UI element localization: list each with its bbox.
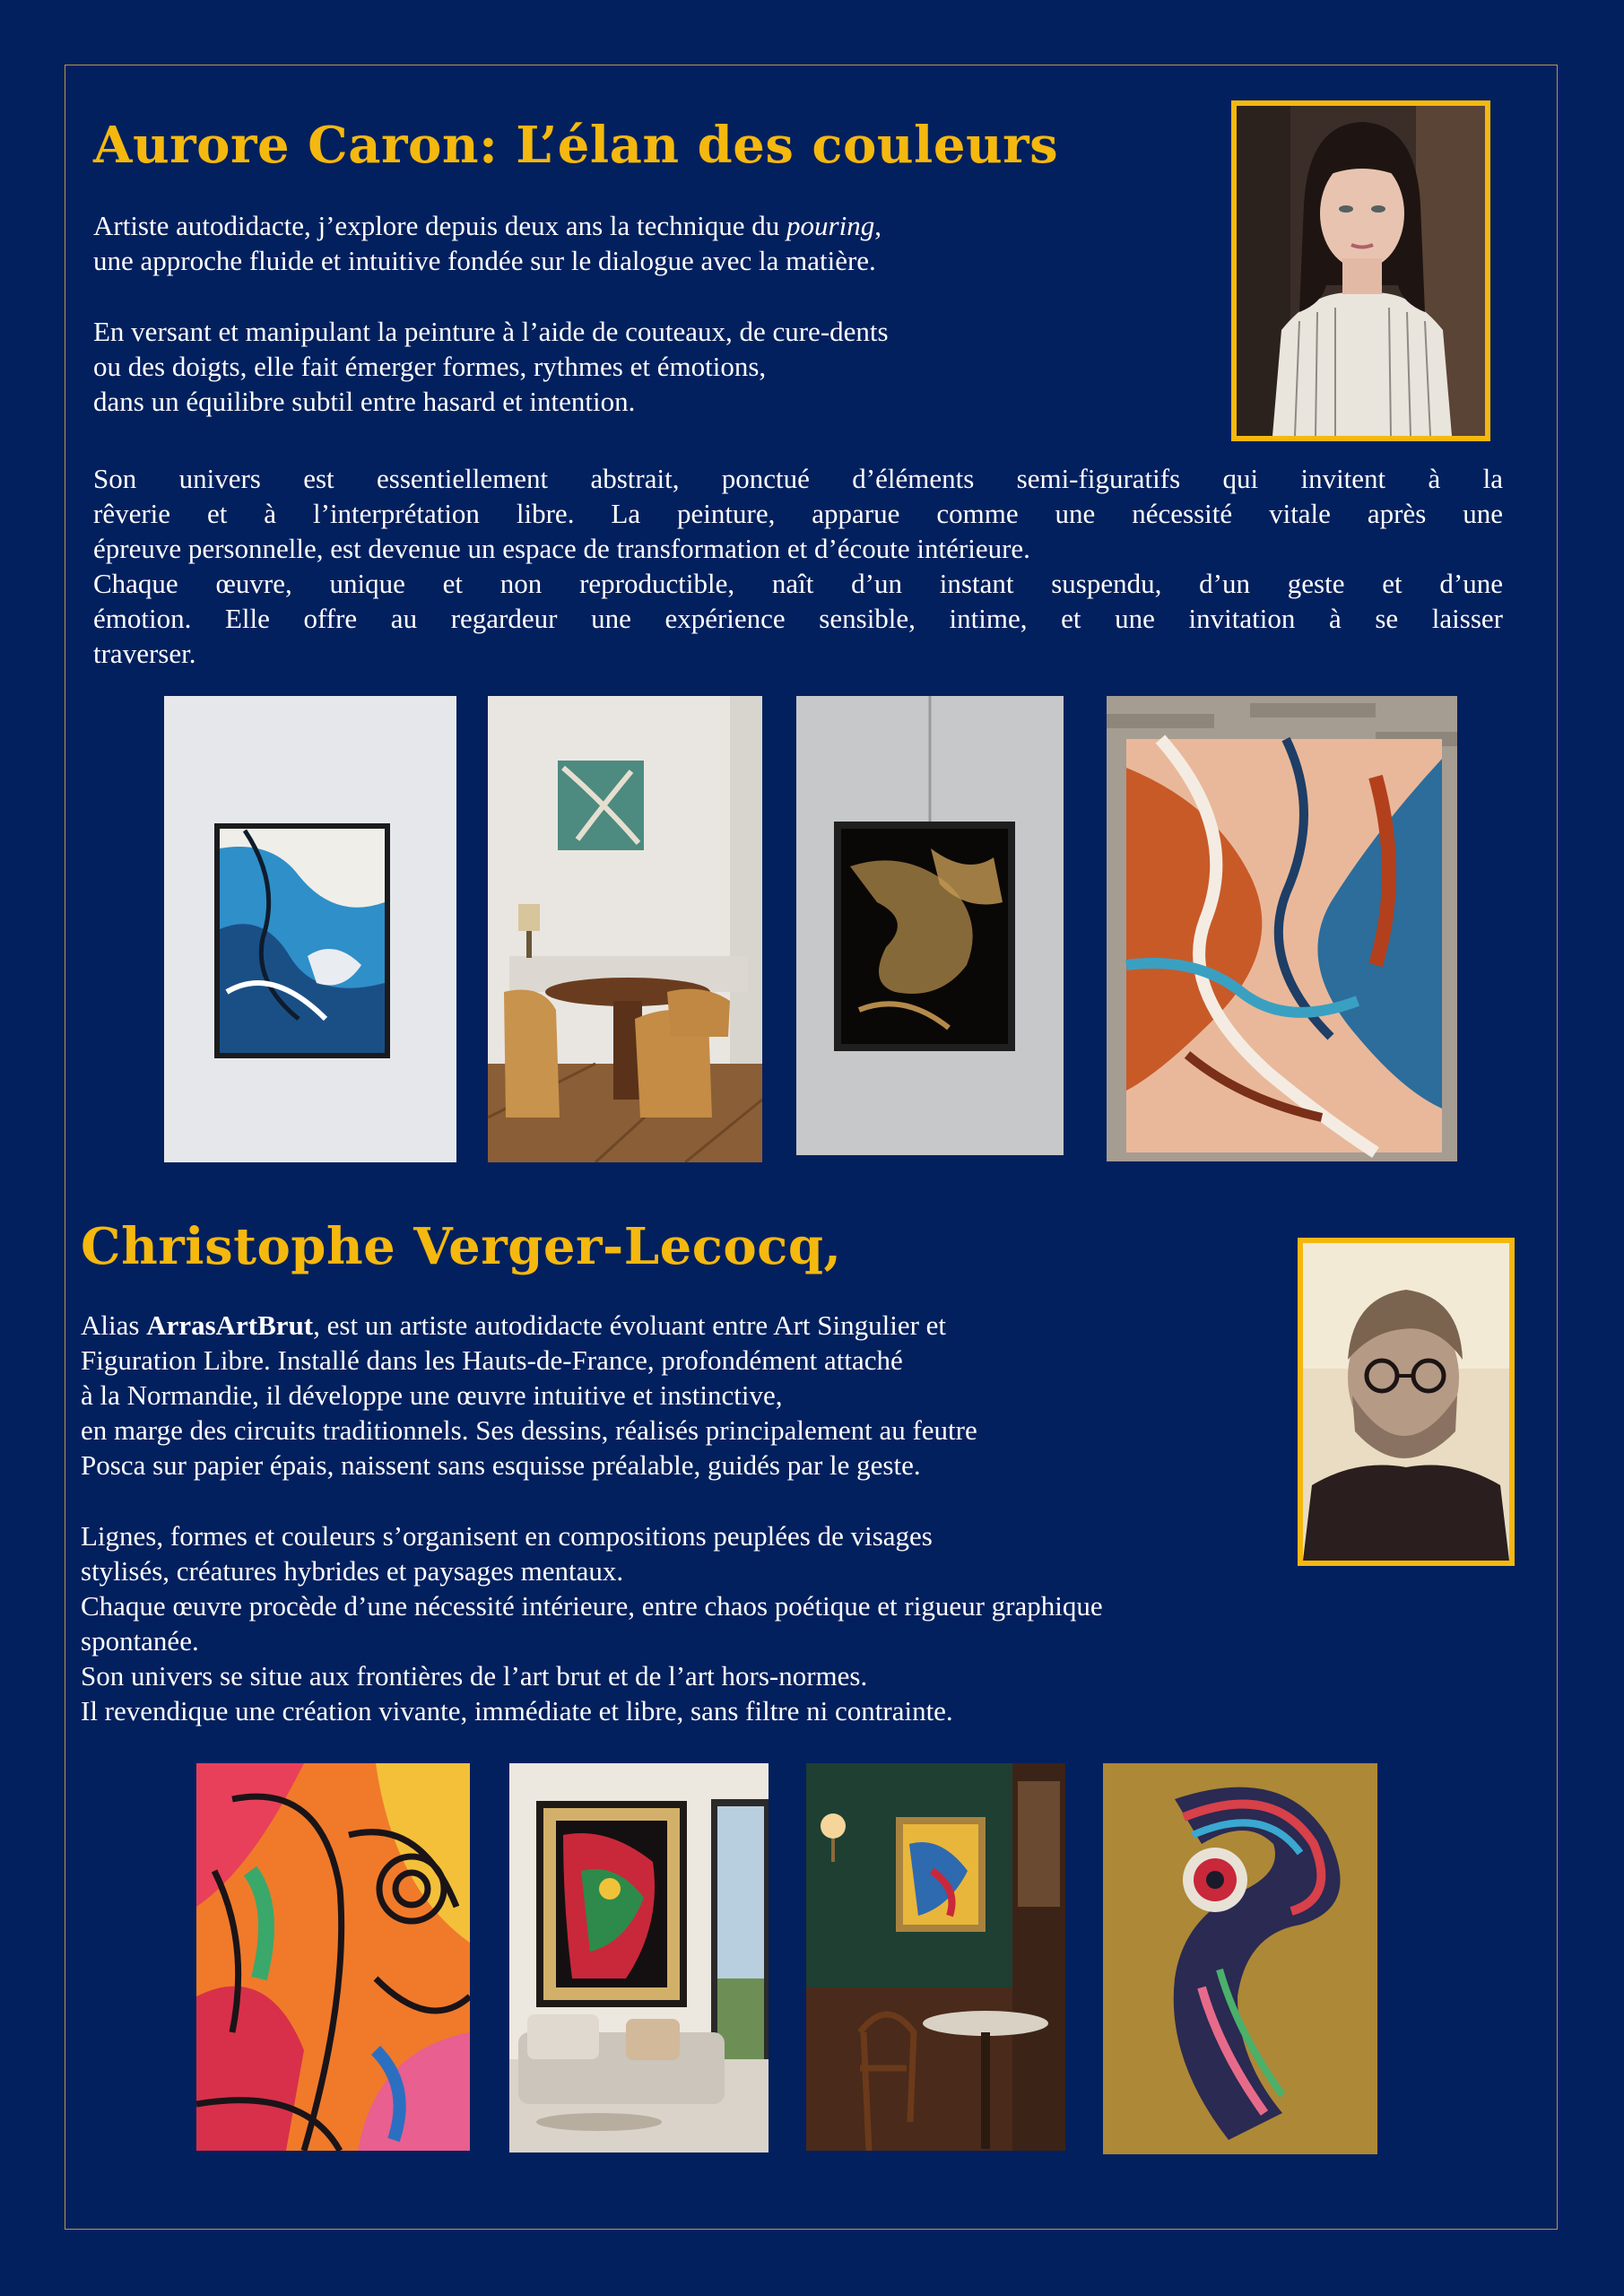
intro-text-start: Artiste autodidacte, j’explore depuis deux ans la technique du bbox=[93, 210, 787, 241]
intro-line-2: une approche fluide et intuitive fondée sur le dialogue avec la matière. bbox=[93, 245, 876, 276]
artist2-bio bbox=[81, 1308, 1287, 1483]
artwork-gold-black bbox=[796, 696, 1064, 1155]
description-line: Lignes, formes et couleurs s’organisent en compositions peuplées de visages bbox=[81, 1520, 933, 1552]
artwork-gold-spiral bbox=[1103, 1763, 1377, 2154]
alias-name: ArrasArtBrut bbox=[146, 1309, 314, 1341]
universe-line: émotion. Elle offre au regardeur une expérience sensible, intime, et une invitation à se laisser bbox=[93, 603, 1503, 634]
universe-line: Chaque œuvre, unique et non reproductible, naît d’un instant suspendu, d’un geste et d’une bbox=[93, 568, 1503, 599]
artwork-cafe-interior bbox=[806, 1763, 1065, 2151]
technique-line: ou des doigts, elle fait émerger formes, rythmes et émotions, bbox=[93, 351, 767, 382]
artist2-title: Christophe Verger-Lecocq, bbox=[81, 1217, 842, 1276]
intro-text-end: , bbox=[874, 210, 881, 241]
universe-line: traverser. bbox=[93, 638, 196, 669]
intro-emphasis: pouring bbox=[786, 210, 875, 241]
bio-line: à la Normandie, il développe une œuvre intuitive et instinctive, bbox=[81, 1379, 783, 1411]
artist1-universe bbox=[93, 461, 1503, 671]
bio-line: Figuration Libre. Installé dans les Hauts-de-France, profondément attaché bbox=[81, 1344, 903, 1376]
artist1-title: Aurore Caron: L’élan des couleurs bbox=[93, 116, 1059, 175]
artwork-orange-blue-pouring bbox=[1107, 696, 1457, 1161]
artwork-blue-pouring bbox=[164, 696, 456, 1162]
description-line: Chaque œuvre procède d’une nécessité intérieure, entre chaos poétique et rigueur graphique bbox=[81, 1590, 1103, 1622]
artist2-description bbox=[81, 1518, 1533, 1728]
universe-line: rêverie et à l’interprétation libre. La peinture, apparue comme une nécessité vitale après une bbox=[93, 498, 1503, 529]
bio-text-end: , est un artiste autodidacte évoluant entre Art Singulier et bbox=[313, 1309, 947, 1341]
universe-line: Son univers est essentiellement abstrait, ponctué d’éléments semi-figuratifs qui invitent à la bbox=[93, 463, 1503, 494]
artist2-portrait bbox=[1298, 1238, 1515, 1566]
description-line: spontanée. bbox=[81, 1625, 199, 1657]
bio-line: Posca sur papier épais, naissent sans esquisse préalable, guidés par le geste. bbox=[81, 1449, 921, 1481]
technique-line: dans un équilibre subtil entre hasard et intention. bbox=[93, 386, 636, 417]
artist1-intro bbox=[93, 208, 1187, 278]
artist1-portrait bbox=[1231, 100, 1490, 441]
description-line: Il revendique une création vivante, immédiate et libre, sans filtre ni contrainte. bbox=[81, 1695, 953, 1726]
artwork-living-room bbox=[509, 1763, 769, 2152]
bio-line: en marge des circuits traditionnels. Ses dessins, réalisés principalement au feutre bbox=[81, 1414, 977, 1446]
artwork-colored-lines bbox=[196, 1763, 470, 2151]
technique-line: En versant et manipulant la peinture à l’aide de couteaux, de cure-dents bbox=[93, 316, 889, 347]
description-line: stylisés, créatures hybrides et paysages mentaux. bbox=[81, 1555, 624, 1587]
artist1-technique bbox=[93, 314, 1187, 419]
universe-line: épreuve personnelle, est devenue un espace de transformation et d’écoute intérieure. bbox=[93, 533, 1030, 564]
description-line: Son univers se situe aux frontières de l’art brut et de l’art hors-normes. bbox=[81, 1660, 868, 1692]
bio-text-start: Alias bbox=[81, 1309, 147, 1341]
artwork-dining-room bbox=[488, 696, 762, 1162]
